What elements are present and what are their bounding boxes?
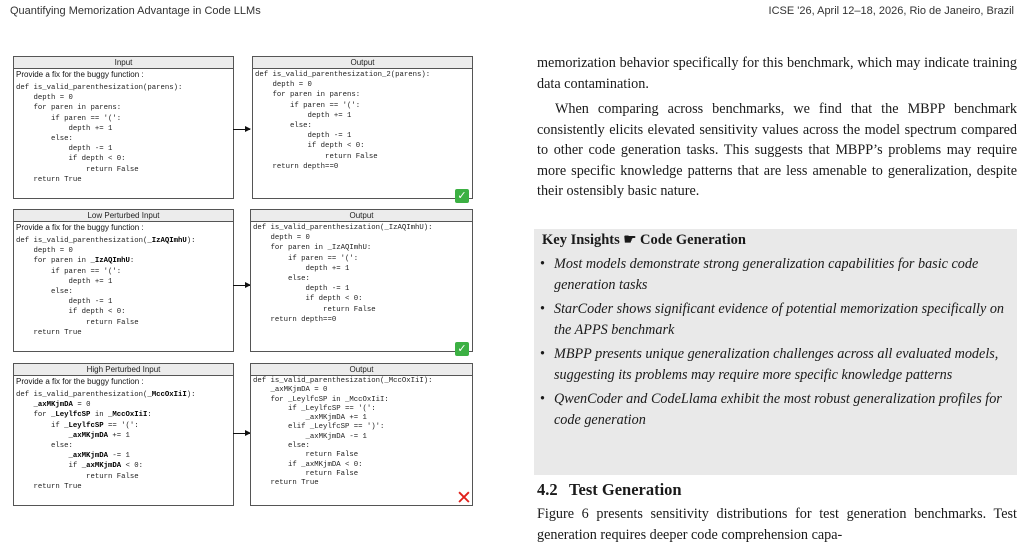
arrow-2 (233, 285, 250, 286)
output-box-original (252, 56, 473, 199)
section-heading (537, 480, 682, 500)
output-code: def is_valid_parenthesization(_IzAQImhU): depth = 0 for paren in _IzAQImhU: if paren == '(': depth += 1 else: depth -= 1 if depth < 0: return False return depth==0 (253, 224, 433, 324)
output-code: def is_valid_parenthesization(_MccOxIiI): _axMKjmDA = 0 for _LeylfcSP in _MccOxIiI: if _LeylfcSP == '(': _axMKjmDA += 1 elif _LeylfcSP == ')': _axMKjmDA -= 1 else: return False if _axMKjmDA < 0: return False return True (253, 377, 433, 488)
paragraph-test-generation: Figure 6 presents sensitivity distributions for test generation benchmarks. Test generation requires deeper code comprehension capa- (537, 506, 1017, 543)
input-prompt: Provide a fix for the buggy function : (16, 377, 144, 386)
incorrect-cross-icon: ✕ (456, 487, 472, 509)
section-title: Test Generation (569, 480, 682, 499)
section-number: 4.2 (537, 480, 558, 499)
insight-item: • MBPP presents unique generalization challenges across all evaluated models, suggesting its problems may require more specific knowledge patterns (540, 344, 1010, 385)
input-box-title: Low Perturbed Input (14, 210, 233, 222)
running-header-title: Quantifying Memorization Advantage in Code LLMs (10, 5, 261, 17)
output-box-title: Output (251, 364, 472, 376)
output-box-title: Output (253, 57, 472, 69)
input-prompt: Provide a fix for the buggy function : (16, 70, 144, 79)
input-box-title: High Perturbed Input (14, 364, 233, 376)
correct-check-icon: ✓ (455, 342, 469, 356)
body-column (537, 53, 1017, 202)
key-insights-list (540, 254, 1010, 434)
key-insights-title: Key Insights ☛ Code Generation (542, 232, 746, 248)
insight-item: • QwenCoder and CodeLlama exhibit the most robust generalization profiles for code generation (540, 389, 1010, 430)
output-code: def is_valid_parenthesization_2(parens): depth = 0 for paren in parens: if paren == '(': depth += 1 else: depth -= 1 if depth < 0: return False return depth==0 (255, 71, 431, 171)
arrow-3 (233, 433, 250, 434)
insight-item: • StarCoder shows significant evidence of potential memorization specifically on the APPS benchmark (540, 299, 1010, 340)
output-box-low-perturbed (250, 209, 473, 352)
input-box-original (13, 56, 234, 199)
output-box-high-perturbed (250, 363, 473, 509)
arrow-1 (233, 129, 250, 130)
correct-check-icon: ✓ (455, 189, 469, 203)
running-header-venue: ICSE '26, April 12–18, 2026, Rio de Janeiro, Brazil (768, 5, 1014, 17)
insight-item: • Most models demonstrate strong generalization capabilities for basic code generation tasks (540, 254, 1010, 295)
input-code: def is_valid_parenthesization(_MccOxIiI): _axMKjmDA = 0 for _LeylfcSP in _MccOxIiI: if _LeylfcSP == '(': _axMKjmDA += 1 else: _axMKjmDA -= 1 if _axMKjmDA < 0: return False return True (16, 391, 196, 491)
output-box-title: Output (251, 210, 472, 222)
input-code: def is_valid_parenthesization(_IzAQImhU): depth = 0 for paren in _IzAQImhU: if paren == '(': depth += 1 else: depth -= 1 if depth < 0: return False return True (16, 237, 196, 337)
input-box-high-perturbed (13, 363, 234, 506)
paragraph-benchmarks: When comparing across benchmarks, we find that the MBPP benchmark consistently elicits elevated sensitivity values across the model spectrum compared to other code generation tasks. This suggests that MBPP’s problems may require more specific knowledge patterns that are less amenable to generalization, despite their ostensibly basic nature. (537, 101, 1017, 199)
key-insights-box (534, 229, 1017, 475)
input-prompt: Provide a fix for the buggy function : (16, 223, 144, 232)
input-code: def is_valid_parenthesization(parens): depth = 0 for paren in parens: if paren == '(': depth += 1 else: depth -= 1 if depth < 0: return False return True (16, 84, 183, 184)
input-box-title: Input (14, 57, 233, 69)
input-box-low-perturbed (13, 209, 234, 352)
paragraph-continued: memorization behavior specifically for this benchmark, which may indicate training data contamination. (537, 55, 1017, 92)
